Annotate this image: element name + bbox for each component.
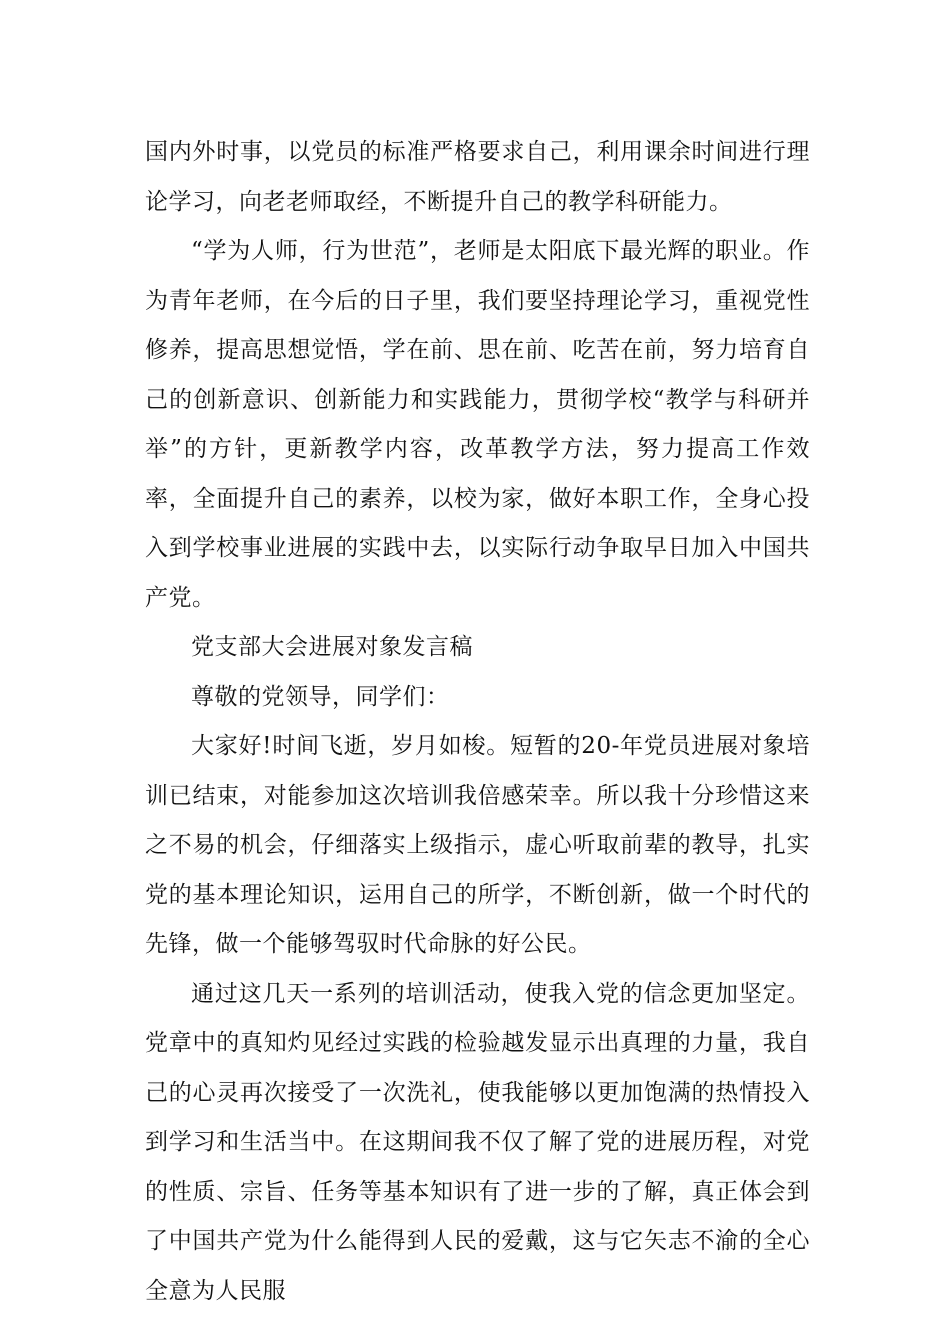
section-heading: 党支部大会进展对象发言稿: [191, 634, 473, 660]
salutation: 尊敬的党领导，同学们：: [191, 683, 450, 710]
paragraph-continuation: 国内外时事，以党员的标准严格要求自己，利用课余时间进行理论学习，向老老师取经，不断提升自己的教学科研能力。: [145, 139, 810, 215]
paragraph-teacher: “学为人师，行为世范”，老师是太阳底下最光辉的职业。作为青年老师，在今后的日子里，我们要坚持理论学习，重视党性修养，提高思想觉悟，学在前、思在前、吃苦在前，努力培育自己的创新意识、创新能力和实践能力，贯彻学校“教学与科研并举”的方针，更新教学内容，改革教学方法，努力提高工作效率，全面提升自己的素养，以校为家，做好本职工作，全身心投入到学校事业进展的实践中去，以实际行动争取早日加入中国共产党。: [145, 238, 810, 611]
paragraph-training: 通过这几天一系列的培训活动，使我入党的信念更加坚定。党章中的真知灼见经过实践的检验越发显示出真理的力量，我自己的心灵再次接受了一次洗礼，使我能够以更加饱满的热情投入到学习和生活当中。在这期间我不仅了解了党的进展历程，对党的性质、宗旨、任务等基本知识有了进一步的了解，真正体会到了中国共产党为什么能得到人民的爱戴，这与它矢志不渝的全心全意为人民服: [145, 980, 810, 1304]
paragraph-greeting: 大家好!时间飞逝，岁月如梭。短暂的20-年党员进展对象培训已结束，对能参加这次培训我倍感荣幸。所以我十分珍惜这来之不易的机会，仔细落实上级指示，虚心听取前辈的教导，扎实党的基本理论知识，运用自己的所学，不断创新，做一个时代的先锋，做一个能够驾驭时代命脉的好公民。: [145, 733, 810, 957]
document-body: [145, 128, 810, 1316]
